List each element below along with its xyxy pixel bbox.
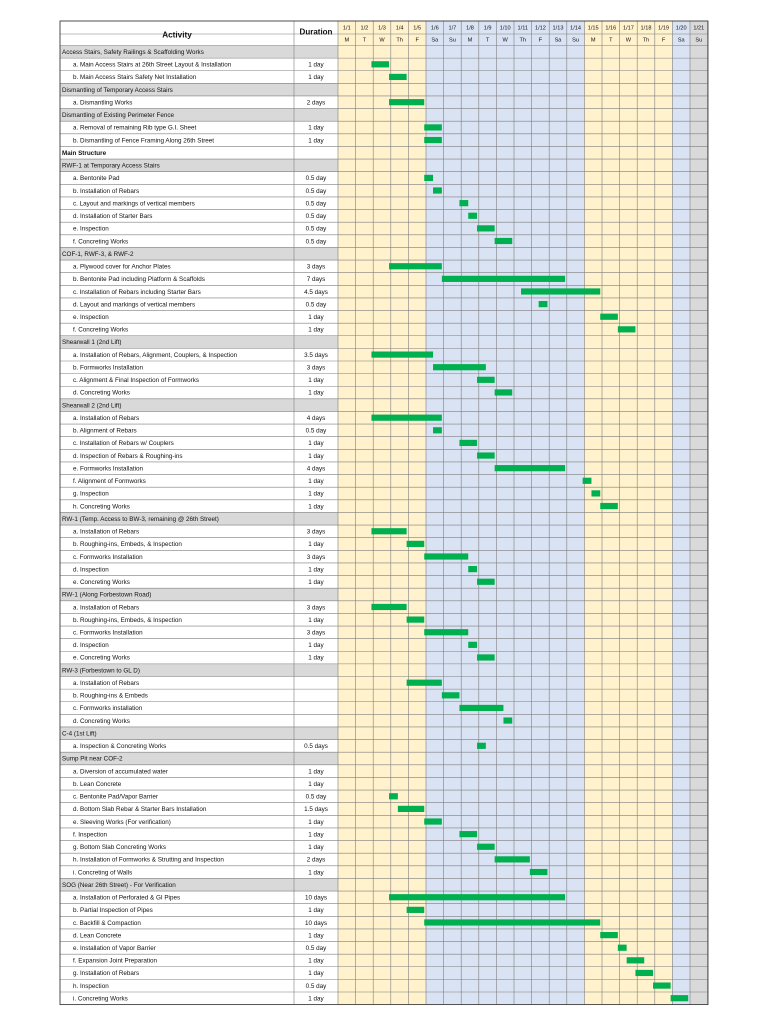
task-bar xyxy=(653,982,671,988)
task-bar xyxy=(495,856,530,862)
task-label: e. Concreting Works xyxy=(73,579,130,587)
task-duration: 10 days xyxy=(304,919,328,927)
task-bar xyxy=(468,566,477,572)
task-duration: 1 day xyxy=(308,995,324,1003)
task-duration: 1 day xyxy=(308,503,324,511)
task-duration: 1 day xyxy=(308,844,324,852)
section-title: Shearwall 2 (2nd Lift) xyxy=(62,402,122,410)
task-duration: 1 day xyxy=(308,478,324,486)
task-duration: 0.5 day xyxy=(305,427,327,435)
task-bar xyxy=(618,945,627,951)
task-bar xyxy=(477,377,495,383)
task-label: c. Backfill & Compaction xyxy=(73,919,141,927)
task-bar xyxy=(433,427,442,433)
task-duration: 10 days xyxy=(304,894,328,902)
task-label: f. Alignment of Formworks xyxy=(73,478,146,486)
task-label: b. Dismantling of Fence Framing Along 26th Street xyxy=(73,137,215,145)
task-label: d. Inspection xyxy=(73,566,109,574)
task-bar xyxy=(371,604,406,610)
task-label: i. Concreting Works xyxy=(73,995,128,1003)
task-duration: 2 days xyxy=(306,99,326,107)
task-bar xyxy=(371,61,389,67)
task-label: c. Installation of Rebars including Starter Bars xyxy=(73,288,201,296)
task-bar xyxy=(424,175,433,181)
date-label: 1/6 xyxy=(430,25,439,32)
task-label: e. Inspection xyxy=(73,225,109,233)
section-title: C-4 (1st Lift) xyxy=(62,730,97,738)
task-bar xyxy=(477,743,486,749)
day-column-bg xyxy=(479,21,497,1005)
task-duration: 1 day xyxy=(308,74,324,82)
task-bar xyxy=(477,844,495,850)
section-title: Access Stairs, Safety Railings & Scaffolding Works xyxy=(62,48,204,56)
task-bar xyxy=(424,818,442,824)
task-bar xyxy=(407,907,425,913)
task-bar xyxy=(600,314,618,320)
task-label: d. Installation of Starter Bars xyxy=(73,213,153,221)
task-bar xyxy=(591,490,600,496)
weekday-label: Sa xyxy=(554,37,562,44)
weekday-label: T xyxy=(485,37,490,44)
task-label: a. Bentonite Pad xyxy=(73,175,120,183)
day-column-bg xyxy=(620,21,638,1005)
task-duration: 1 day xyxy=(308,831,324,839)
task-duration: 3 days xyxy=(306,528,326,536)
task-label: b. Alignment of Rebars xyxy=(73,427,137,435)
task-label: d. Layout and markings of vertical members xyxy=(73,301,196,309)
task-duration: 1 day xyxy=(308,61,324,69)
task-label: e. Formworks Installation xyxy=(73,465,143,473)
task-bar xyxy=(477,579,495,585)
task-duration: 3 days xyxy=(306,553,326,561)
task-duration: 1 day xyxy=(308,314,324,322)
date-label: 1/8 xyxy=(466,25,474,32)
task-duration: 0.5 days xyxy=(304,743,328,751)
section-title: Dismantling of Existing Perimeter Fence xyxy=(62,112,174,120)
task-label: c. Bentonite Pad/Vapor Barrier xyxy=(73,793,158,801)
day-column-bg xyxy=(690,21,708,1005)
task-bar xyxy=(389,99,424,105)
task-label: h. Inspection xyxy=(73,982,109,990)
day-column-bg xyxy=(444,21,462,1005)
task-label: f. Concreting Works xyxy=(73,326,129,334)
task-label: e. Inspection xyxy=(73,314,109,322)
task-duration: 1 day xyxy=(308,957,324,965)
task-bar xyxy=(424,553,468,559)
task-duration: 0.5 day xyxy=(305,301,327,309)
task-bar xyxy=(424,919,600,925)
task-duration: 2 days xyxy=(306,856,326,864)
task-bar xyxy=(459,200,468,206)
task-label: d. Concreting Works xyxy=(73,717,130,725)
section-title: RWF-1 at Temporary Access Stairs xyxy=(62,162,160,170)
section-title: Dismantling of Temporary Access Stairs xyxy=(62,86,173,94)
task-duration: 0.5 day xyxy=(305,225,327,233)
task-duration: 7 days xyxy=(306,276,326,284)
task-label: e. Concreting Works xyxy=(73,654,130,662)
day-column-bg xyxy=(461,21,479,1005)
task-bar xyxy=(539,301,548,307)
task-bar xyxy=(459,705,503,711)
day-column-bg xyxy=(655,21,673,1005)
weekday-label: W xyxy=(502,37,508,44)
task-bar xyxy=(424,124,442,130)
task-label: f. Expansion Joint Preparation xyxy=(73,957,158,965)
task-duration: 1 day xyxy=(308,869,324,877)
section-title: RW-1 (Along Forbestown Road) xyxy=(62,591,152,599)
task-bar xyxy=(477,225,495,231)
task-label: d. Inspection of Rebars & Roughing-ins xyxy=(73,452,183,460)
date-label: 1/5 xyxy=(413,25,422,32)
task-label: b. Roughing-ins, Embeds, & Inspection xyxy=(73,541,182,549)
task-duration: 1 day xyxy=(308,440,324,448)
task-label: a. Installation of Rebars, Alignment, Couplers, & Inspection xyxy=(73,351,238,359)
day-column-bg xyxy=(338,21,356,1005)
weekday-label: F xyxy=(661,37,666,44)
task-duration: 0.5 day xyxy=(305,793,327,801)
task-duration: 0.5 day xyxy=(305,213,327,221)
task-label: f. Inspection xyxy=(73,831,107,839)
task-label: a. Installation of Rebars xyxy=(73,528,140,536)
day-column-bg xyxy=(391,21,409,1005)
task-duration: 0.5 day xyxy=(305,200,327,208)
weekday-label: Th xyxy=(642,37,650,44)
weekday-label: Th xyxy=(396,37,403,44)
task-label: a. Removal of remaining Rib type G.I. Sheet xyxy=(73,124,197,132)
date-label: 1/21 xyxy=(693,25,705,32)
task-duration: 1 day xyxy=(308,616,324,624)
task-label: g. Inspection xyxy=(73,490,109,498)
day-column-bg xyxy=(567,21,585,1005)
date-label: 1/11 xyxy=(517,25,529,32)
task-label: a. Installation of Rebars xyxy=(73,679,140,687)
task-bar xyxy=(495,238,513,244)
task-bar xyxy=(424,629,468,635)
header-duration: Duration xyxy=(299,27,333,37)
task-bar xyxy=(433,187,442,193)
section-title: Shearwall 1 (2nd Lift) xyxy=(62,339,122,347)
task-label: c. Formworks installation xyxy=(73,705,143,713)
date-label: 1/18 xyxy=(640,25,652,32)
task-bar xyxy=(477,452,495,458)
day-column-bg xyxy=(532,21,550,1005)
day-column-bg xyxy=(426,21,444,1005)
weekday-label: F xyxy=(538,37,543,44)
task-label: a. Installation of Rebars xyxy=(73,414,140,422)
task-label: c. Installation of Rebars w/ Couplers xyxy=(73,440,174,448)
task-duration: 0.5 day xyxy=(305,187,327,195)
task-label: a. Installation of Perforated & GI Pipes xyxy=(73,894,181,902)
weekday-label: Th xyxy=(519,37,527,44)
task-label: h. Installation of Formworks & Strutting and Inspection xyxy=(73,856,224,864)
group-title: Main Structure xyxy=(62,149,107,157)
date-label: 1/12 xyxy=(534,25,546,32)
task-duration: 1 day xyxy=(308,377,324,385)
task-label: a. Inspection & Concreting Works xyxy=(73,743,167,751)
task-bar xyxy=(389,793,398,799)
date-label: 1/13 xyxy=(552,25,564,32)
day-column-bg xyxy=(602,21,620,1005)
weekday-label: Su xyxy=(572,37,580,44)
task-duration: 1 day xyxy=(308,137,324,145)
section-row-bg xyxy=(60,727,338,740)
weekday-label: F xyxy=(415,37,419,44)
task-bar xyxy=(530,869,548,875)
task-label: d. Concreting Works xyxy=(73,389,130,397)
task-bar xyxy=(583,478,592,484)
task-duration: 1 day xyxy=(308,818,324,826)
weekday-label: M xyxy=(467,37,473,44)
task-label: b. Main Access Stairs Safety Net Installation xyxy=(73,74,197,82)
task-duration: 1 day xyxy=(308,907,324,915)
date-label: 1/4 xyxy=(395,25,404,32)
day-column-bg xyxy=(584,21,602,1005)
task-duration: 1 day xyxy=(308,541,324,549)
task-duration: 1 day xyxy=(308,326,324,334)
date-label: 1/9 xyxy=(483,25,492,32)
weekday-label: T xyxy=(362,37,367,44)
task-bar xyxy=(407,680,442,686)
weekday-label: M xyxy=(344,37,350,44)
task-duration: 0.5 day xyxy=(305,982,327,990)
task-label: c. Formworks Installation xyxy=(73,553,143,561)
task-bar xyxy=(371,351,433,357)
task-label: g. Bottom Slab Concreting Works xyxy=(73,844,166,852)
date-label: 1/16 xyxy=(605,25,617,32)
task-bar xyxy=(495,389,513,395)
task-bar xyxy=(442,276,565,282)
task-duration: 1 day xyxy=(308,389,324,397)
task-duration: 4.5 days xyxy=(304,288,328,296)
task-bar xyxy=(671,995,689,1001)
task-bar xyxy=(371,528,406,534)
task-label: c. Layout and markings of vertical members xyxy=(73,200,195,208)
task-duration: 1 day xyxy=(308,579,324,587)
task-label: i. Concreting of Walls xyxy=(73,869,133,877)
task-bar xyxy=(389,263,442,269)
task-duration: 3 days xyxy=(306,263,326,271)
section-title: RW-1 (Temp. Access to BW-3, remaining @ 26th Street) xyxy=(62,515,219,523)
task-label: b. Roughing-ins, Embeds, & Inspection xyxy=(73,616,182,624)
task-bar xyxy=(433,364,486,370)
task-label: c. Alignment & Final Inspection of Formworks xyxy=(73,377,199,385)
task-label: b. Partial Inspection of Pipes xyxy=(73,907,153,915)
task-label: d. Bottom Slab Rebar & Starter Bars Installation xyxy=(73,806,207,814)
section-title: Sump Pit near COF-2 xyxy=(62,755,123,763)
task-bar xyxy=(407,541,425,547)
task-bar xyxy=(407,617,425,623)
task-duration: 1 day xyxy=(308,654,324,662)
task-duration: 1 day xyxy=(308,780,324,788)
task-bar xyxy=(600,932,618,938)
task-duration: 1 day xyxy=(308,768,324,776)
task-duration: 4 days xyxy=(306,414,326,422)
task-label: e. Sleeving Works (For verification) xyxy=(73,818,171,826)
task-label: a. Diversion of accumulated water xyxy=(73,768,168,776)
task-label: d. Lean Concrete xyxy=(73,932,122,940)
weekday-label: Sa xyxy=(431,37,439,44)
day-column-bg xyxy=(373,21,391,1005)
task-duration: 0.5 day xyxy=(305,238,327,246)
day-column-bg xyxy=(549,21,567,1005)
task-bar xyxy=(442,692,460,698)
task-label: e. Installation of Vapor Barrier xyxy=(73,945,156,953)
date-label: 1/17 xyxy=(622,25,634,32)
task-bar xyxy=(521,288,600,294)
task-duration: 1 day xyxy=(308,124,324,132)
section-title: RW-3 (Forbestown to GL D) xyxy=(62,667,140,675)
task-bar xyxy=(459,440,477,446)
task-duration: 0.5 day xyxy=(305,945,327,953)
task-bar xyxy=(371,415,441,421)
day-column-bg xyxy=(356,21,374,1005)
task-label: b. Roughing-ins & Embeds xyxy=(73,692,148,700)
task-label: b. Installation of Rebars xyxy=(73,187,140,195)
task-label: b. Bentonite Pad including Platform & Scaffolds xyxy=(73,276,205,284)
task-label: a. Plywood cover for Anchor Plates xyxy=(73,263,171,271)
date-label: 1/3 xyxy=(378,25,386,32)
task-label: g. Installation of Rebars xyxy=(73,970,140,978)
date-label: 1/2 xyxy=(360,25,369,32)
task-duration: 4 days xyxy=(306,465,326,473)
task-bar xyxy=(618,326,636,332)
date-label: 1/15 xyxy=(587,25,599,32)
task-duration: 1 day xyxy=(308,932,324,940)
task-duration: 1 day xyxy=(308,970,324,978)
day-column-bg xyxy=(408,21,426,1005)
task-bar xyxy=(389,74,407,80)
task-duration: 0.5 day xyxy=(305,175,327,183)
task-label: a. Dismantling Works xyxy=(73,99,133,107)
task-label: h. Concreting Works xyxy=(73,503,130,511)
task-duration: 1 day xyxy=(308,452,324,460)
date-label: 1/7 xyxy=(448,25,457,32)
weekday-label: M xyxy=(590,37,596,44)
task-bar xyxy=(503,717,512,723)
task-bar xyxy=(468,642,477,648)
date-label: 1/19 xyxy=(658,25,670,32)
task-bar xyxy=(424,137,442,143)
task-label: a. Installation of Rebars xyxy=(73,604,140,612)
task-bar xyxy=(477,654,495,660)
task-duration: 1 day xyxy=(308,642,324,650)
task-bar xyxy=(635,970,653,976)
header-activity: Activity xyxy=(162,30,192,40)
task-bar xyxy=(495,465,565,471)
day-column-bg xyxy=(672,21,690,1005)
day-column-bg xyxy=(637,21,655,1005)
task-label: b. Formworks Installation xyxy=(73,364,143,372)
task-duration: 3 days xyxy=(306,629,326,637)
task-bar xyxy=(398,806,424,812)
task-duration: 1.5 days xyxy=(304,806,328,814)
section-title: COF-1, RWF-3, & RWF-2 xyxy=(62,250,134,258)
section-title: SOG (Near 26th Street) - For Verification xyxy=(62,881,176,889)
task-bar xyxy=(627,957,645,963)
task-duration: 1 day xyxy=(308,566,324,574)
task-label: f. Concreting Works xyxy=(73,238,129,246)
task-duration: 3.5 days xyxy=(304,351,328,359)
weekday-label: Sa xyxy=(677,37,685,44)
task-bar xyxy=(468,213,477,219)
task-duration: 3 days xyxy=(306,604,326,612)
task-bar xyxy=(600,503,618,509)
task-bar xyxy=(389,894,565,900)
task-bar xyxy=(459,831,477,837)
task-label: b. Lean Concrete xyxy=(73,780,122,788)
weekday-label: Su xyxy=(448,37,456,44)
task-label: d. Inspection xyxy=(73,642,109,650)
date-label: 1/14 xyxy=(570,25,582,32)
weekday-label: W xyxy=(379,37,385,44)
task-label: a. Main Access Stairs at 26th Street Layout & Installation xyxy=(73,61,232,69)
weekday-label: W xyxy=(625,37,632,44)
task-duration: 3 days xyxy=(306,364,326,372)
date-label: 1/20 xyxy=(675,25,687,32)
task-duration: 1 day xyxy=(308,490,324,498)
task-label: c. Formworks Installation xyxy=(73,629,143,637)
weekday-label: T xyxy=(609,37,613,44)
date-label: 1/10 xyxy=(499,25,511,32)
date-label: 1/1 xyxy=(342,25,351,32)
weekday-label: Su xyxy=(695,37,703,44)
